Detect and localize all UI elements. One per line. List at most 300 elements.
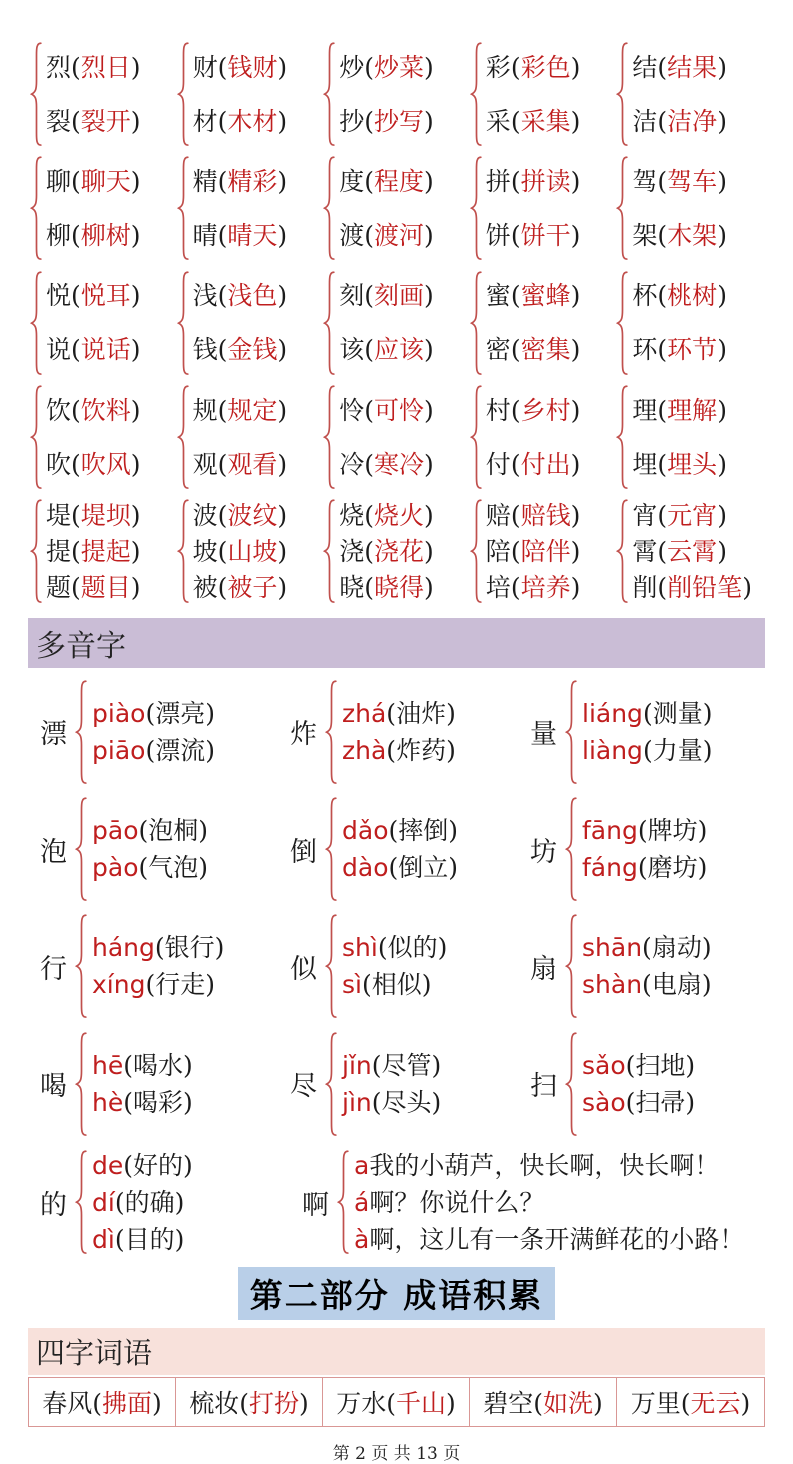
similar-chars-row [30,383,763,491]
close-paren: ) [697,816,708,846]
char-group-lines [632,154,727,262]
example-word: 寒冷 [373,449,424,479]
example-word: 烧火 [373,500,424,530]
pinyin-entry [92,1084,193,1121]
left-brace-icon [470,154,483,262]
close-paren: ) [717,221,727,251]
example-word: 浇花 [373,536,424,566]
char-group [323,154,470,262]
base-char: 驾 [632,166,658,196]
pinyin-entry [354,1147,744,1184]
close-paren: ) [130,106,141,136]
example-word: 聊天 [80,166,131,196]
example-word: 刻画 [373,281,424,311]
base-char: 洁 [632,106,658,136]
example-word: 金钱 [227,335,278,365]
example-word: 浅色 [227,281,278,311]
close-paren: ) [446,698,456,728]
open-paren: ( [680,1388,691,1418]
open-paren: ( [510,500,521,530]
char-pair [339,499,434,532]
pinyin-entry [342,812,458,849]
page-number: 第 2 页 共 13 页 [332,1443,461,1464]
polyphonic-base-char: 行 [40,953,67,985]
char-pair [46,571,141,604]
example-word: 提起 [80,536,131,566]
left-brace-icon [30,269,43,377]
close-paren: ) [174,1187,185,1217]
close-paren: ) [277,221,288,251]
similar-chars-row [30,497,763,605]
char-pair [486,393,581,428]
left-brace-icon [616,40,629,148]
open-paren: ( [657,166,668,196]
example-word: 目的 [124,1224,175,1254]
close-paren: ) [448,853,459,883]
char-pair [339,332,434,367]
char-group [323,383,470,491]
example-word: 饼干 [520,221,571,251]
close-paren: ) [277,281,288,311]
polyphonic-base-char: 似 [290,953,317,985]
example-word: 付出 [520,449,571,479]
pinyin-entry [342,1047,441,1084]
char-pair [46,499,141,532]
char-group-lines [193,154,288,262]
char-pair [339,218,434,253]
close-paren: ) [205,735,215,765]
polyphonic-group [40,912,290,1020]
close-paren: ) [570,221,581,251]
base-char: 材 [192,106,218,136]
idiom-cell [617,1378,764,1426]
polyphonic-lines [342,929,447,1003]
example-word: 抄写 [373,106,424,136]
example-word: 扫地 [635,1050,686,1080]
open-paren: ( [386,735,397,765]
polyphonic-group [290,795,530,903]
polyphonic-lines [92,1047,193,1121]
close-paren: ) [130,500,141,530]
pinyin-entry [92,849,208,886]
char-group [470,383,617,491]
pinyin-text: hè [92,1087,124,1117]
close-paren: ) [423,281,434,311]
base-char: 采 [485,106,511,136]
open-paren: ( [217,536,228,566]
polyphonic-section [0,668,793,1258]
idiom-cell [470,1378,617,1426]
char-pair [486,571,581,604]
char-pair [632,50,727,85]
pinyin-text: dì [92,1224,115,1254]
example-word: 山坡 [227,536,278,566]
pinyin-entry [342,1084,441,1121]
open-paren: ( [71,221,81,251]
idiom-red-part: 千山 [396,1388,447,1418]
char-pair [46,393,141,428]
open-paren: ( [657,281,668,311]
left-brace-icon [565,912,578,1020]
open-paren: ( [217,335,228,365]
char-pair [46,104,141,139]
char-group-lines [193,40,288,148]
polyphonic-group [40,678,290,786]
open-paren: ( [217,573,228,603]
base-char: 炒 [339,52,365,82]
example-sentence: 啊，这儿有一条开满鲜花的小路！ [369,1224,745,1254]
polyphonic-group [530,795,763,903]
example-word: 蜜蜂 [520,281,571,311]
base-char: 渡 [339,221,365,251]
char-pair [632,278,727,313]
char-pair [193,50,288,85]
polyphonic-base-char: 扇 [530,953,557,985]
close-paren: ) [685,1050,696,1080]
example-word: 可怜 [373,395,424,425]
close-paren: ) [277,166,288,196]
char-group [30,269,177,377]
open-paren: ( [533,1388,543,1418]
example-word: 炒菜 [373,52,424,82]
polyphonic-group [530,678,763,786]
char-pair [632,104,727,139]
polyphonic-lines [582,695,712,769]
char-pair [46,50,141,85]
pinyin-text: sào [582,1087,626,1117]
base-char: 财 [192,52,218,82]
open-paren: ( [71,573,81,603]
close-paren: ) [570,166,581,196]
open-paren: ( [386,698,397,728]
close-paren: ) [299,1388,309,1418]
char-group-lines [193,497,288,605]
open-paren: ( [92,1388,102,1418]
open-paren: ( [71,335,81,365]
example-word: 喝水 [133,1050,184,1080]
example-word: 好的 [133,1150,184,1180]
example-word: 尽头 [381,1087,432,1117]
char-pair [632,499,752,532]
char-group [177,383,324,491]
open-paren: ( [377,933,388,963]
polyphonic-group [302,1147,763,1258]
open-paren: ( [657,500,668,530]
pinyin-text: shì [342,933,378,963]
left-brace-icon [616,269,629,377]
pinyin-entry [582,732,712,769]
base-char: 抄 [339,106,365,136]
similar-chars-row [30,154,763,262]
open-paren: ( [154,933,165,963]
char-group-lines [486,40,581,148]
example-word: 观看 [227,449,278,479]
close-paren: ) [740,1388,751,1418]
example-word: 行走 [155,970,206,1000]
example-word: 渡河 [373,221,424,251]
left-brace-icon [323,154,336,262]
close-paren: ) [277,106,288,136]
open-paren: ( [657,221,668,251]
base-char: 杯 [632,281,658,311]
close-paren: ) [570,281,581,311]
pinyin-text: á [354,1187,370,1217]
idiom-cell [176,1378,323,1426]
example-word: 桃树 [667,281,718,311]
example-word: 驾车 [667,166,718,196]
pinyin-entry [342,695,456,732]
char-group [616,154,763,262]
char-group-lines [339,269,434,377]
pinyin-text: liáng [582,698,643,728]
example-word: 尽管 [381,1050,432,1080]
close-paren: ) [431,1050,442,1080]
open-paren: ( [71,166,81,196]
idiom-black-part: 春风 [42,1388,93,1418]
base-char: 赔 [485,500,511,530]
example-word: 漂流 [155,735,206,765]
open-paren: ( [510,52,521,82]
close-paren: ) [717,52,727,82]
open-paren: ( [510,536,521,566]
idiom-black-part: 碧空 [483,1388,534,1418]
open-paren: ( [145,735,156,765]
open-paren: ( [217,281,228,311]
base-char: 培 [485,573,511,603]
close-paren: ) [130,449,141,479]
char-pair [339,393,434,428]
pinyin-entry [92,732,215,769]
base-char: 说 [46,335,72,365]
close-paren: ) [423,500,434,530]
polyphonic-lines [92,695,215,769]
similar-chars-row [30,269,763,377]
close-paren: ) [702,735,713,765]
polyphonic-group [290,912,530,1020]
char-pair [193,571,288,604]
char-pair [486,50,581,85]
close-paren: ) [423,449,434,479]
polyphonic-base-char: 泡 [40,836,67,868]
open-paren: ( [642,933,652,963]
example-word: 油炸 [396,698,447,728]
pinyin-entry [342,732,456,769]
example-word: 柳树 [80,221,131,251]
close-paren: ) [685,1087,696,1117]
char-pair [339,447,434,482]
close-paren: ) [570,573,581,603]
close-paren: ) [717,281,727,311]
char-group [323,497,470,605]
close-paren: ) [423,536,434,566]
example-word: 结果 [667,52,718,82]
char-pair [339,164,434,199]
example-word: 气泡 [148,853,199,883]
example-word: 波纹 [227,500,278,530]
close-paren: ) [130,166,141,196]
polyphonic-lines [342,695,456,769]
open-paren: ( [642,698,653,728]
polyphonic-row [30,1147,763,1258]
polyphonic-lines [582,1047,695,1121]
pinyin-entry [92,1147,193,1184]
char-pair [339,278,434,313]
example-word: 木材 [227,106,278,136]
open-paren: ( [657,52,668,82]
char-group-lines [486,497,581,605]
example-word: 堤坝 [80,500,131,530]
char-pair [339,571,434,604]
pinyin-entry [582,849,707,886]
pinyin-entry [92,966,224,1003]
pinyin-text: à [354,1224,370,1254]
pinyin-entry [582,1084,695,1121]
base-char: 规 [192,395,218,425]
char-group [177,154,324,262]
close-paren: ) [446,735,456,765]
open-paren: ( [217,449,228,479]
close-paren: ) [183,1087,193,1117]
char-pair [339,104,434,139]
polyphonic-group [530,912,763,1020]
example-word: 环节 [667,335,718,365]
base-char: 浇 [339,536,365,566]
base-char: 霄 [632,536,658,566]
close-paren: ) [423,166,434,196]
close-paren: ) [174,1224,185,1254]
example-word: 木架 [667,221,718,251]
example-sentence: 啊？你说什么？ [369,1187,545,1217]
char-group-lines [632,497,752,605]
open-paren: ( [364,221,374,251]
pinyin-text: dǎo [342,816,389,846]
close-paren: ) [198,816,209,846]
close-paren: ) [701,933,712,963]
char-pair [486,499,581,532]
polyphonic-section-header [28,618,765,668]
base-char: 题 [46,573,72,603]
char-group-lines [632,40,727,148]
close-paren: ) [130,335,141,365]
example-word: 被子 [227,573,278,603]
close-paren: ) [423,395,434,425]
left-brace-icon [616,383,629,491]
base-char: 观 [192,449,218,479]
pinyin-text: piào [92,698,146,728]
base-char: 该 [339,335,365,365]
pinyin-entry [342,929,447,966]
left-brace-icon [177,497,190,605]
open-paren: ( [217,500,228,530]
polyphonic-base-char: 啊 [302,1189,329,1221]
pinyin-entry [582,1047,695,1084]
pinyin-text: zhá [342,698,387,728]
pinyin-text: jǐn [342,1050,372,1080]
open-paren: ( [510,221,521,251]
close-paren: ) [130,395,141,425]
open-paren: ( [510,449,521,479]
base-char: 冷 [339,449,365,479]
char-pair [632,447,727,482]
example-word: 削铅笔 [667,573,743,603]
pinyin-entry [582,929,712,966]
close-paren: ) [277,449,288,479]
open-paren: ( [657,335,668,365]
pinyin-text: de [92,1150,124,1180]
char-pair [486,104,581,139]
open-paren: ( [71,500,81,530]
close-paren: ) [717,106,727,136]
base-char: 彩 [485,52,511,82]
open-paren: ( [657,106,668,136]
close-paren: ) [205,698,215,728]
four-char-header-label: 四字词语 [36,1335,153,1370]
open-paren: ( [123,1150,134,1180]
example-word: 元宵 [667,500,718,530]
char-group-lines [486,154,581,262]
left-brace-icon [325,678,338,786]
example-word: 拼读 [520,166,571,196]
open-paren: ( [364,573,374,603]
base-char: 刻 [339,281,365,311]
left-brace-icon [337,1148,350,1256]
example-word: 磨坊 [647,853,698,883]
base-char: 度 [339,166,365,196]
char-pair [193,104,288,139]
char-group-lines [46,269,141,377]
example-word: 漂亮 [155,698,206,728]
example-word: 彩色 [520,52,571,82]
char-group-lines [46,40,141,148]
example-word: 说话 [80,335,131,365]
base-char: 架 [632,221,658,251]
base-char: 晓 [339,573,365,603]
char-pair [193,218,288,253]
close-paren: ) [717,449,727,479]
open-paren: ( [138,816,149,846]
polyphonic-row [30,912,763,1020]
example-word: 摔倒 [398,816,449,846]
open-paren: ( [657,395,668,425]
char-group-lines [486,269,581,377]
close-paren: ) [717,335,727,365]
close-paren: ) [742,573,752,603]
open-paren: ( [217,395,228,425]
close-paren: ) [570,335,581,365]
idiom-red-part: 打扮 [249,1388,300,1418]
open-paren: ( [114,1187,125,1217]
idiom-black-part: 万里 [630,1388,681,1418]
example-word: 扇动 [651,933,702,963]
close-paren: ) [570,106,581,136]
idiom-red-part: 拂面 [102,1388,153,1418]
pinyin-text: fáng [582,853,638,883]
left-brace-icon [470,269,483,377]
four-char-table [28,1377,765,1427]
base-char: 提 [46,536,72,566]
polyphonic-lines [92,929,224,1003]
pinyin-text: zhà [342,735,387,765]
char-pair [46,218,141,253]
left-brace-icon [75,912,88,1020]
open-paren: ( [364,106,374,136]
example-word: 似的 [387,933,438,963]
left-brace-icon [30,40,43,148]
base-char: 晴 [192,221,218,251]
base-char: 坡 [192,536,218,566]
polyphonic-header-label: 多音字 [36,628,126,664]
left-brace-icon [323,269,336,377]
